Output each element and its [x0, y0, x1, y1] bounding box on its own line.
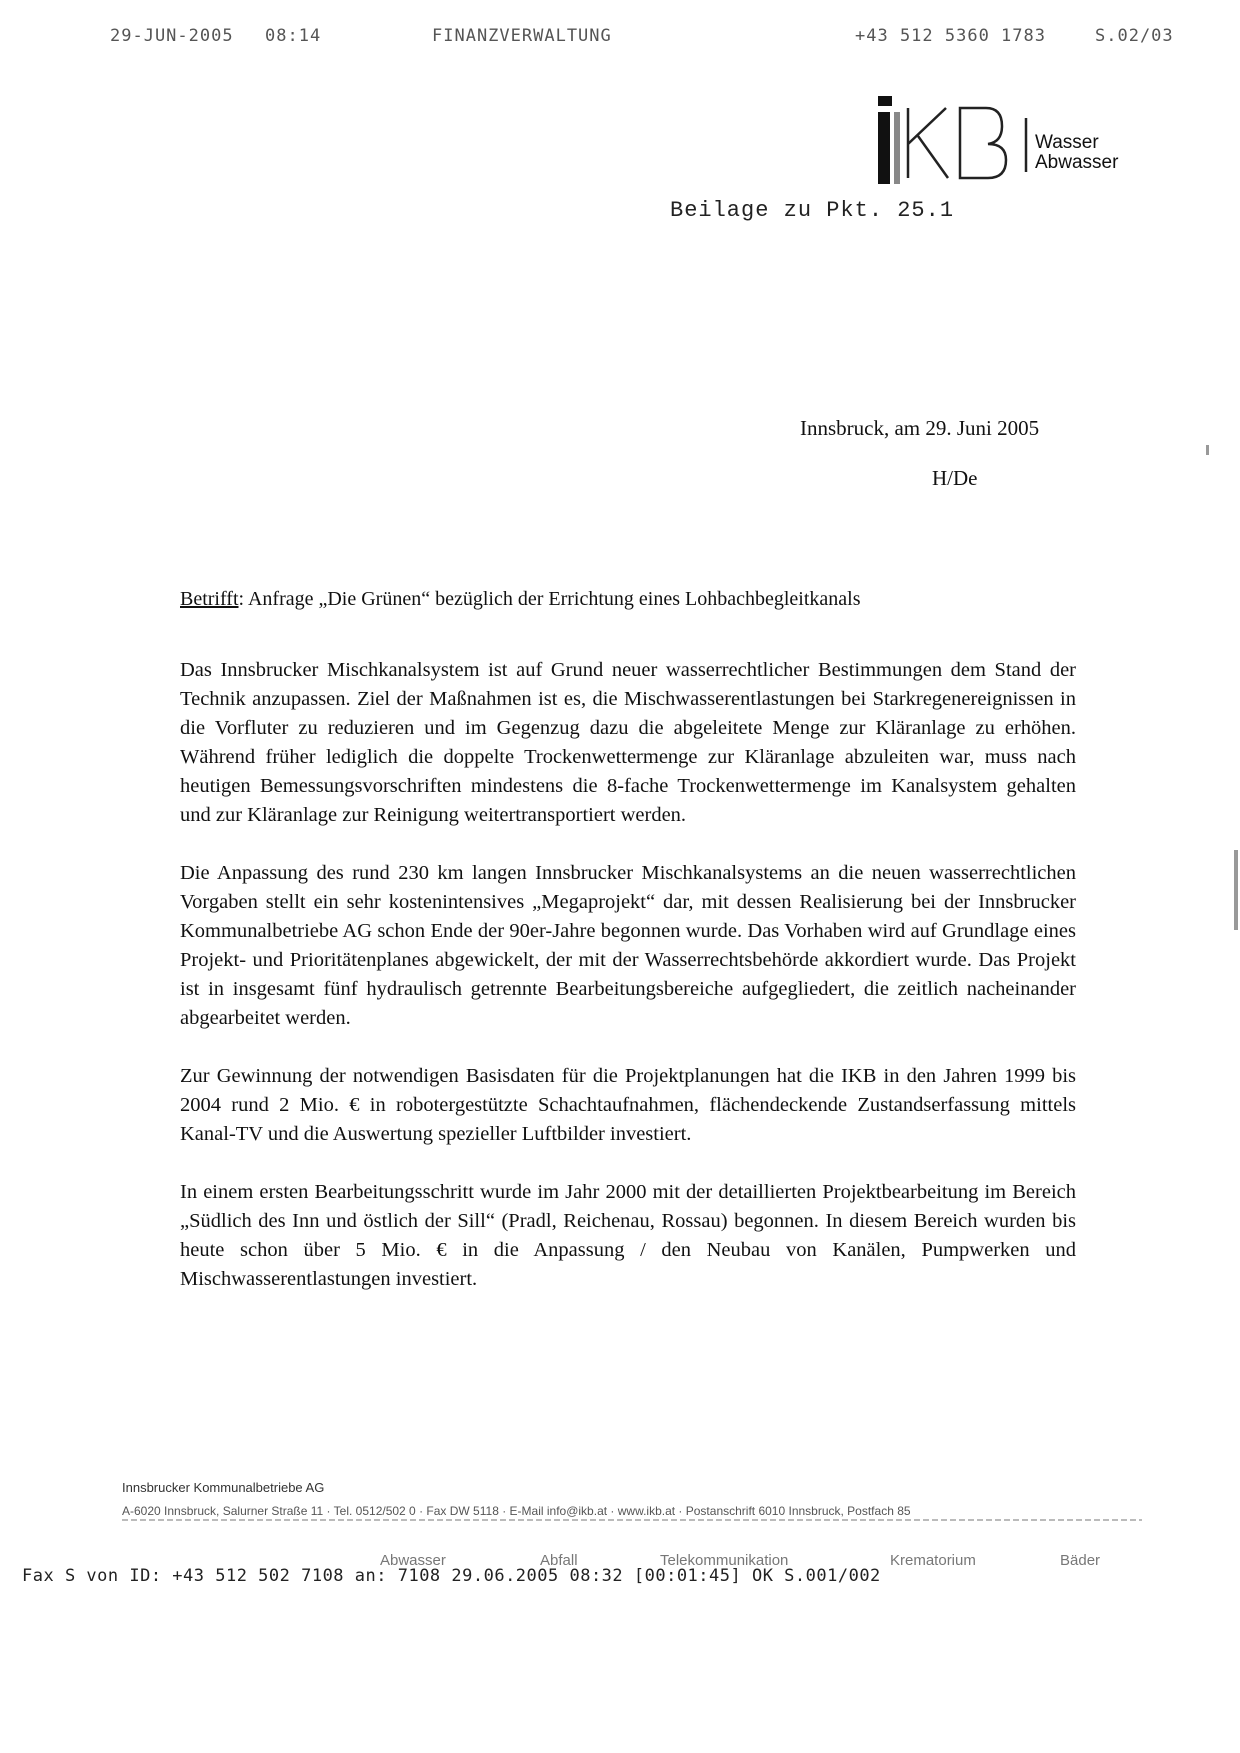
- logo-i-stem: [878, 112, 890, 184]
- fax-page: S.02/03: [1095, 26, 1174, 46]
- logo-kb-outline: [908, 108, 1026, 178]
- fax-time: 08:14: [265, 26, 322, 46]
- paragraph: Zur Gewinnung der notwendigen Basisdaten für die Projektplanungen hat die IKB in den Jahren 1999 bis 2004 rund 2 Mio. € in robotergestützte Schachtaufnahmen, flächendeckende Zustandserfassung mittels Kanal-TV und die Auswertung spezieller Luftbilder investiert.: [180, 1065, 1076, 1145]
- paragraph: Das Innsbrucker Mischkanalsystem ist auf Grund neuer wasserrechtlicher Bestimmungen dem Stand der Technik anzupassen. Ziel der Maßnahmen ist es, die Mischwasserentlastungen bei Starkregenereignissen in die Vorfluter zu reduzieren und im Gegenzug dazu die abgeleitete Menge zur Kläranlage zu erhöhen. Während früher lediglich die doppelte Trockenwettermenge zur Kläranlage abzuleiten war, muss nach heutigen Bemessungsvorschriften mindestens die 8-fache Trockenwettermenge im Kanalsystem gehalten und zur Kläranlage zur Reinigung weitertransportiert werden.: [180, 659, 1076, 826]
- fax-header: [0, 26, 1240, 56]
- logo-line-abwasser: Abwasser: [1035, 152, 1119, 173]
- fax-date: 29-JUN-2005: [110, 26, 234, 46]
- logo-i-dot: [878, 96, 892, 106]
- letter-body: [180, 656, 1076, 1323]
- division-telekommunikation: Telekommunikation: [660, 1552, 789, 1569]
- fax-footer: Fax S von ID: +43 512 502 7108 an: 7108 29.06.2005 08:32 [00:01:45] OK S.001/002: [22, 1566, 881, 1586]
- subject-label: Betrifft: [180, 588, 239, 610]
- division-krematorium: Krematorium: [890, 1552, 976, 1569]
- reference-code: H/De: [932, 466, 978, 490]
- logo-division-text: [1035, 133, 1118, 173]
- subject-text: : Anfrage „Die Grünen“ bezüglich der Errichtung eines Lohbachbegleitkanals: [238, 588, 861, 610]
- fax-phone: +43 512 5360 1783: [855, 26, 1046, 46]
- scan-edge-mark: [1206, 445, 1209, 455]
- logo-i-shadow: [894, 112, 900, 184]
- place-date: Innsbruck, am 29. Juni 2005: [800, 416, 1040, 440]
- logo-line-wasser: Wasser: [1035, 132, 1099, 153]
- footer-address: A-6020 Innsbruck, Salurner Straße 11 · Tel. 0512/502 0 · Fax DW 5118 · E-Mail info@ikb.at · www.ikb.at · Postanschrift 6010 Innsbruck, Postfach 85: [122, 1504, 911, 1518]
- paragraph: Die Anpassung des rund 230 km langen Innsbrucker Mischkanalsystems an die neuen wasserrechtlichen Vorgaben stellt ein sehr kostenintensives „Megaprojekt“ dar, mit dessen Realisierung bei der Innsbrucker Kommunalbetriebe AG schon Ende der 90er-Jahre begonnen wurde. Das Vorhaben wird auf Grundlage eines Projekt- und Prioritätenplanes abgewickelt, der mit der Wasserrechtsbehörde akkordiert wurde. Das Projekt ist in insgesamt fünf hydraulisch getrennte Bearbeitungsbereiche aufgegliedert, die zeitlich nacheinander abgearbeitet werden.: [180, 862, 1076, 1029]
- division-abfall: Abfall: [540, 1552, 578, 1569]
- subject-line: [180, 588, 861, 611]
- footer-fine-print: [122, 1519, 1142, 1525]
- division-baeder: Bäder: [1060, 1552, 1101, 1569]
- fax-sender: FINANZVERWALTUNG: [432, 26, 612, 46]
- division-abwasser: Abwasser: [380, 1552, 446, 1569]
- paragraph: In einem ersten Bearbeitungsschritt wurde im Jahr 2000 mit der detaillierten Projektbearbeitung im Bereich „Südlich des Inn und östlich der Sill“ (Pradl, Reichenau, Rossau) begonnen. In diesem Bereich wurden bis heute schon über 5 Mio. € in die Anpassung / den Neubau von Kanälen, Pumpwerken und Mischwasserentlastungen investiert.: [180, 1181, 1076, 1290]
- beilage-note: Beilage zu Pkt. 25.1: [670, 198, 955, 223]
- scan-edge-mark: [1234, 850, 1238, 930]
- footer-company: Innsbrucker Kommunalbetriebe AG: [122, 1480, 325, 1495]
